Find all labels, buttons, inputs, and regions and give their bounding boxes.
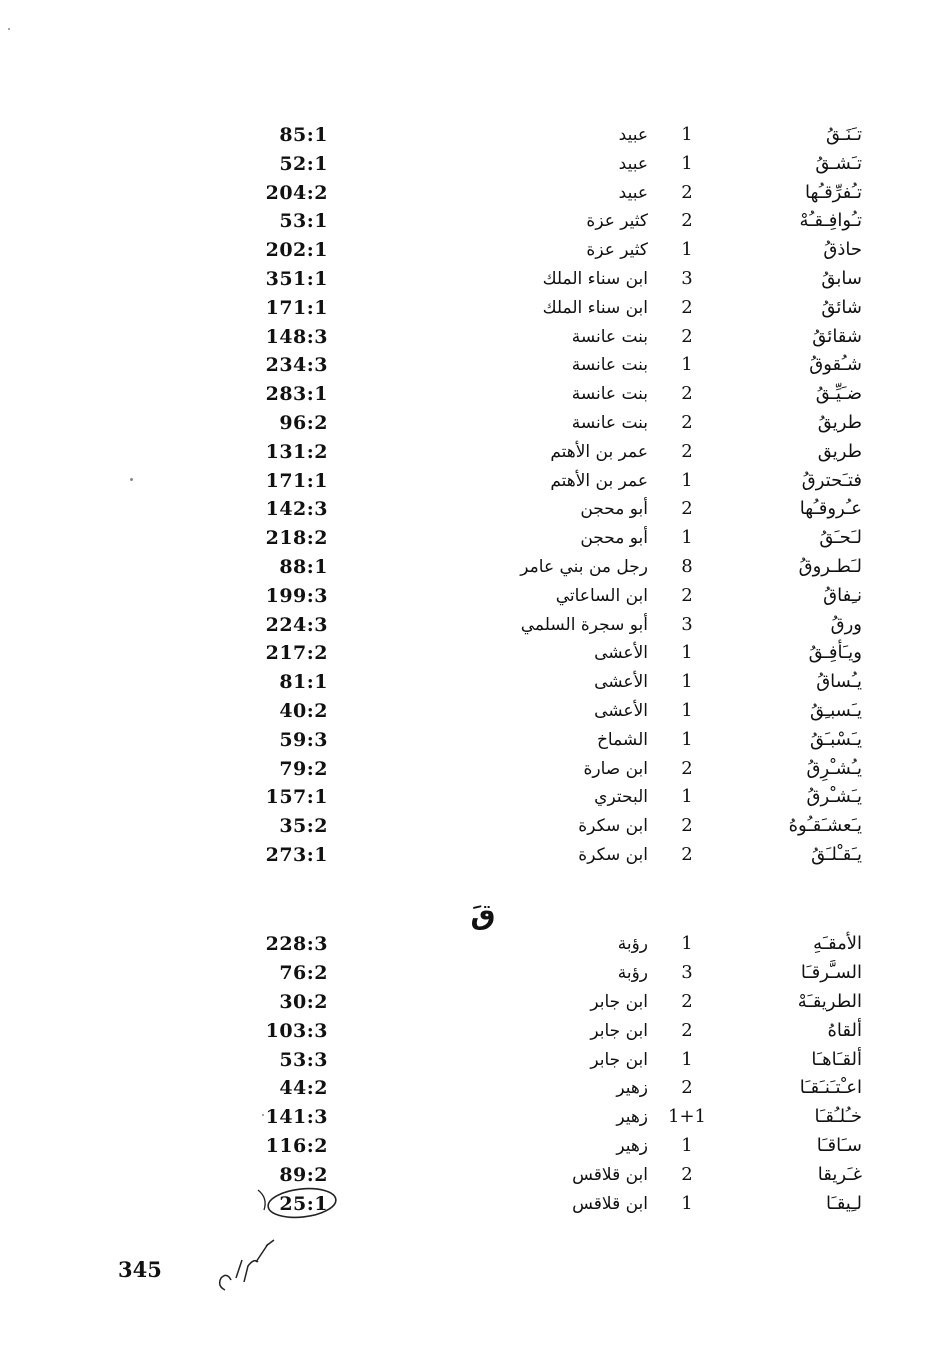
entry-rhyme-word: لـِيقـَا: [825, 1193, 862, 1215]
entry-poet: ابن صارة: [583, 758, 648, 779]
entry-poet: ابن سكرة: [578, 844, 648, 865]
entry-reference: 76:2: [279, 961, 328, 984]
entry-count: 2: [681, 757, 693, 779]
entry-count: 2: [681, 325, 693, 347]
entry-count: 2: [681, 1164, 693, 1186]
entry-reference: 96:2: [279, 411, 328, 434]
entry-reference: 53:3: [279, 1048, 328, 1071]
entry-reference: 35:2: [279, 815, 328, 838]
entry-reference: 228:3: [265, 933, 328, 955]
entry-poet: الأعشى: [594, 672, 648, 693]
entry-poet: رجل من بني عامر: [520, 556, 648, 577]
entry-reference: 79:2: [279, 757, 328, 780]
entry-poet: عبيد: [618, 125, 648, 145]
entry-rhyme-word: الأمقـَهِ: [813, 933, 862, 954]
entry-count: 2: [681, 498, 693, 520]
entry-poet: ابن جابر: [590, 1049, 648, 1070]
entry-reference: 351:1: [265, 267, 328, 290]
entry-poet: رؤبة: [617, 962, 648, 983]
entry-rhyme-word: ويـَأفِـقُ: [808, 642, 862, 664]
entry-poet: زهير: [616, 1136, 648, 1157]
entry-rhyme-word: سـَاقـَا: [816, 1135, 862, 1157]
entry-count: 8: [681, 555, 693, 577]
entry-count: 3: [681, 267, 693, 289]
entry-rhyme-word: السـَّرقـَا: [800, 961, 862, 983]
entry-count: 2: [681, 383, 693, 405]
entry-rhyme-word: تـَنَـقُ: [826, 124, 862, 145]
entry-poet: أبو محجن: [580, 528, 648, 549]
entry-rhyme-word: يـُشـْرِقُ: [806, 757, 862, 779]
entry-count: 1: [681, 933, 693, 954]
entry-rhyme-word: حاذقُ: [823, 239, 862, 261]
entry-poet: أبو محجن: [580, 499, 648, 520]
entry-reference: 81:1: [279, 671, 328, 694]
section-heading-qaf: قَ: [470, 898, 496, 931]
entry-poet: الشماخ: [596, 729, 648, 750]
entry-count: 2: [681, 181, 693, 203]
entry-reference: 116:2: [265, 1135, 328, 1158]
entry-reference: 273:1: [265, 843, 328, 866]
entry-poet: عمر بن الأهتم: [550, 441, 648, 462]
entry-reference: 157:1: [265, 786, 328, 809]
entry-reference: 171:1: [265, 469, 328, 492]
entry-poet: كثير عزة: [586, 211, 648, 232]
entry-poet: ابن جابر: [590, 991, 648, 1012]
entry-poet: رؤبة: [617, 934, 648, 954]
entry-rhyme-word: سابقُ: [821, 267, 862, 289]
entry-reference: 202:1: [265, 239, 328, 262]
entry-rhyme-word: تـُفرِّقـُها: [805, 181, 862, 203]
entry-rhyme-word: ألقاهُ: [827, 1019, 862, 1041]
entry-rhyme-word: لـَحـَقُ: [819, 527, 862, 549]
entry-poet: البحتري: [594, 787, 648, 808]
entry-poet: الأعشى: [594, 643, 648, 664]
entry-reference: 52:1: [279, 152, 328, 175]
entry-count: 1: [681, 699, 693, 721]
entry-poet: ابن قلاقس: [572, 1165, 648, 1186]
entry-rhyme-word: ألقـَاهـَا: [811, 1048, 862, 1070]
entry-reference: 224:3: [265, 613, 328, 636]
entry-reference: 283:1: [265, 383, 328, 406]
entry-count: 1: [681, 469, 693, 491]
entry-poet: الأعشى: [594, 700, 648, 721]
entry-poet: عبيد: [618, 153, 648, 174]
entry-count: 2: [681, 1019, 693, 1041]
entry-count: 2: [681, 815, 693, 837]
entry-poet: ابن سناء الملك: [542, 268, 648, 289]
page-speck: [8, 28, 10, 30]
entry-reference: 103:3: [265, 1019, 328, 1042]
entry-reference: 218:2: [265, 527, 328, 550]
entry-reference: 234:3: [265, 354, 328, 377]
entry-poet: زهير: [616, 1107, 648, 1128]
entry-reference: 204:2: [265, 181, 328, 204]
entry-count: 1: [681, 728, 693, 750]
entry-poet: عبيد: [618, 182, 648, 203]
entry-poet: بنت عانسة: [571, 355, 648, 376]
entry-reference: 199:3: [265, 584, 328, 607]
entry-rhyme-word: يـَشـْرقُ: [806, 786, 862, 808]
entry-poet: ابن سناء الملك: [542, 297, 648, 318]
entry-count: 1: [681, 1048, 693, 1070]
entry-rhyme-word: تـَشـقُ: [815, 152, 862, 174]
entry-poet: بنت عانسة: [571, 326, 648, 347]
entry-count: 2: [681, 584, 693, 606]
entry-rhyme-word: شائقُ: [821, 296, 862, 318]
page-speck: [130, 478, 133, 481]
entry-rhyme-word: طريقُ: [817, 411, 862, 433]
entry-count: 2: [681, 411, 693, 433]
entry-count: 1: [681, 239, 693, 261]
entry-count: 1+1: [668, 1106, 706, 1128]
entry-count: 1: [681, 152, 693, 174]
entry-reference: 88:1: [279, 555, 328, 578]
entry-rhyme-word: عـُروقـُها: [799, 498, 862, 520]
entry-count: 2: [681, 990, 693, 1012]
entry-rhyme-word: فتـَحترقُ: [801, 469, 862, 491]
entry-count: 2: [681, 296, 693, 318]
entry-rhyme-word: الطريقـَهْ: [797, 990, 862, 1012]
entry-count: 2: [681, 843, 693, 865]
entry-rhyme-word: طريق: [817, 440, 862, 462]
entry-reference: 141:3: [265, 1106, 328, 1129]
entry-count: 2: [681, 440, 693, 462]
entry-poet: زهير: [616, 1078, 648, 1099]
entry-poet: كثير عزة: [586, 240, 648, 261]
entry-count: 2: [681, 210, 693, 232]
entry-count: 1: [681, 1193, 693, 1215]
entry-rhyme-word: اعـْتـَنـَقـَا: [799, 1077, 862, 1099]
entry-reference: 40:2: [279, 699, 328, 722]
entry-rhyme-word: ورقُ: [830, 613, 862, 635]
entry-rhyme-word: خـُلـُقـَا: [814, 1106, 862, 1128]
entry-rhyme-word: يـَسْبـَقُ: [809, 728, 862, 750]
entry-rhyme-word: يـَقـْلـَقُ: [811, 843, 862, 865]
entry-poet: بنت عانسة: [571, 384, 648, 405]
entry-poet: ابن قلاقس: [572, 1194, 648, 1215]
entry-reference: 25:1: [279, 1193, 328, 1216]
entry-reference: 44:2: [279, 1077, 328, 1100]
entry-reference: 142:3: [265, 498, 328, 521]
entry-count: 1: [681, 124, 693, 145]
entry-rhyme-word: يـُساقُ: [816, 671, 862, 693]
entry-rhyme-word: يـَسبـِقُ: [809, 699, 862, 721]
entry-count: 3: [681, 613, 693, 635]
page-speck: [262, 1114, 264, 1116]
entry-reference: 171:1: [265, 296, 328, 319]
entry-poet: ابن سكرة: [578, 816, 648, 837]
entry-poet: أبو سجرة السلمي: [520, 614, 648, 635]
entry-count: 2: [681, 1077, 693, 1099]
entry-rhyme-word: شقائقُ: [812, 325, 862, 347]
entry-count: 1: [681, 354, 693, 376]
entry-poet: عمر بن الأهتم: [550, 470, 648, 491]
entry-poet: بنت عانسة: [571, 412, 648, 433]
entry-rhyme-word: تـُوافِـقـُهْ: [799, 210, 862, 232]
entry-rhyme-word: لـَطـروقُ: [798, 555, 862, 577]
entry-count: 1: [681, 642, 693, 664]
entry-reference: 131:2: [265, 440, 328, 463]
entry-rhyme-word: غـَريقا: [817, 1164, 862, 1186]
page-number: 345: [118, 1257, 162, 1282]
entry-rhyme-word: يـَعشـَقـُوهُ: [788, 815, 862, 837]
entry-count: 1: [681, 671, 693, 693]
entry-count: 1: [681, 786, 693, 808]
entry-rhyme-word: نـِفاقُ: [823, 584, 862, 606]
entry-rhyme-word: شـُقوقُ: [809, 354, 862, 376]
entry-reference: 89:2: [279, 1164, 328, 1187]
entry-reference: 59:3: [279, 728, 328, 751]
entry-reference: 53:1: [279, 210, 328, 233]
entry-count: 1: [681, 527, 693, 549]
entry-reference: 85:1: [279, 124, 328, 146]
entry-reference: 148:3: [265, 325, 328, 348]
entry-poet: ابن جابر: [590, 1020, 648, 1041]
entry-reference: 217:2: [265, 642, 328, 665]
entry-reference: 30:2: [279, 990, 328, 1013]
entry-count: 3: [681, 961, 693, 983]
entry-poet: ابن الساعاتي: [555, 585, 648, 606]
entry-rhyme-word: ضـَيِّـقُ: [815, 383, 862, 405]
entry-count: 1: [681, 1135, 693, 1157]
